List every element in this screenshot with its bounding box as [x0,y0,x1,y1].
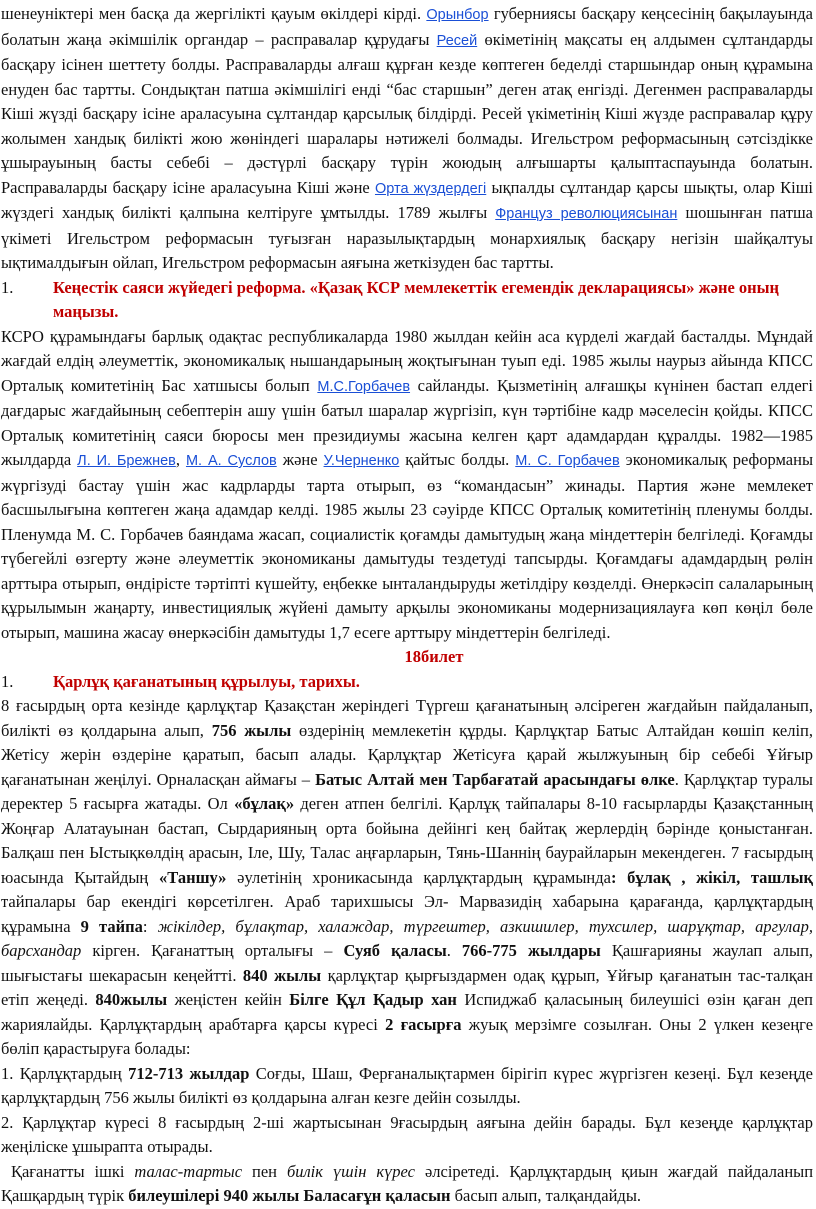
link-orta-zhuzdergi[interactable]: Орта жүздердегі [374,180,487,197]
link-chernenko[interactable]: У.Черненко [323,453,400,469]
link-brezhnev[interactable]: Л. И. Брежнев [77,453,176,469]
paragraph-period-1: 1. Қарлұқтардың 712-713 жылдар Соғды, Шаш, Ферғаналықтармен бірігіп күрес жүргізген кезеңі. Бұл кезеңде қарлұқтардың 756 жылы билікті өз қолдарына алған кезге дейін созылды. [1,1063,813,1107]
link-gorbachev-2[interactable]: М. С. Горбачев [515,453,620,469]
paragraph-ussr-reform: КСРО құрамындағы барлық одақтас республикаларда 1980 жылдан кейін аса күрделі жағдай басталды. Мұндай жағдай елдің әлеуметтік, экономикалық нышандарының жоқтығынан туып еді. 1985 жылы наурыз айында КПСС Орталық комитетінің Бас хатшысы болып М.С.Горбачев сайланды. Қызметінің алғашқы күнінен бастап елдегі дағдарыс жағдайының себептерін ашу үшін батыл шаралар жүргізіп, күн тәртібіне кадр мәселесін қойды. КПСС Орталық комитетінің саяси бюросы мен президиумы жасына келген қарт адамдардан құралды. 1982—1985 жылдарда Л. И. Брежнев, М. А. Суслов және У.Черненко қайтыс болды. М. С. Горбачев экономикалық реформаны жүргізуді бастау үшін жас кадрларды тарта отырып, өз “командасын” жинады. Партия және мемлекет басшылығына көптеген жаңа адамдар келді. 1985 жылы 23 сәуірде КПСС Орталық комитетінің пленумы болды. Пленумда М. С. Горбачев баяндама жасап, социалистік қоғамды дамытудың жаңа міндеттерін белгіледі. Қоғамды түбегейлі өзгерту және әлеуметтік экономиканы дамытуды тездетуді тапсырды. Қоғамдағы адамдардың рөлін арттыра отырып, өндірісте тәртіпті күшейту, еңбекке ынталандыруды жетілдіру көзделді. Өнеркәсіп салаларының құрылымын жаңарту, инвестициялық жүйені дамыту арқылы экономиканы модернизациялауға көп көңіл бөле отырып, машина жасау өнеркәсібін дамытуды 1,7 есеге арттыру міндеттерін белгіледі. [1,326,814,642]
link-french-revolution[interactable]: Француз революциясынан [495,206,678,222]
paragraph-period-2: 2. Қарлұқтар күресі 8 ғасырдың 2-ші жартысынан 9ғасырдың аяғына дейін барады. Бұл кезеңде қарлұқтар жеңіліске ұшырапта отырады. [1,1112,813,1156]
paragraph-decline: Қағанатты ішкі талас-тартыс пен билік үшін күрес әлсіретеді. Қарлұқтардың қиын жағдай пайдаланып Қашқардың түрік билеушілері 940 жылы Баласағұн қаласын басып алып, талқандайды. [1,1161,814,1205]
ticket-title: 18билет [404,647,464,666]
link-suslov[interactable]: М. А. Суслов [185,453,277,469]
heading-number: 1. [1,671,14,691]
heading-number: 1. [1,277,14,297]
link-orynbor[interactable]: Орынбор [426,7,489,23]
link-resei[interactable]: Ресей [436,32,478,49]
paragraph-karluk-history: 8 ғасырдың орта кезінде қарлұқтар Қазақстан жеріндегі Түргеш қағанатының әлсіреген жағдайын пайдаланып, билікті өз қолдарына алып, 756 жылы өздерінің мемлекетін құрды. Қарлұқтар Батыс Алтайдан көшіп келіп, Жетісу жерін өздеріне қаратып, басып алады. Қарлұқтар Жетісуға қарай жылжуының бір себебі Ұйғыр қағанатынан жеңілуі. Орналасқан аймағы – Батыс Алтай мен Тарбағатай арасындағы өлке. Қарлұқтар туралы деректер 5 ғасырға жатады. Ол «бұлақ» деген атпен белгілі. Қарлұқ тайпалары 8-10 ғасырларды Қазақстанның Жоңғар Алатауынан бастап, Сырдарияның орта бойына дейінгі кең байтақ жерлердің бәрінде қоныстанған. Балқаш пен Ыстықкөлдің арасын, Іле, Шу, Талас аңғарларын, Тянь-Шаннің баурайларын мекендеген. 7 ғасырдың юасында Қытайдың «Таншу» әулетінің хроникасында қарлұқтардың құрамында: бұлақ , жікіл, ташлық тайпалары бар екендігі көрсетілген. Араб тарихшысы Эл- Марвазидің хабарына қарағанда, қарлұқтардың құрамына 9 тайпа: жікілдер, бұлақтар, халаждар, түргештер, азкишилер, тухсилер, шарұқтар, аргулар, барсхандар кірген. Қағанаттың орталығы – Суяб қаласы. 766-775 жылдары Қашғарияны жаулап алып, шығыстағы шекарасын кеңейтті. 840 жылы қарлұқтар қырғыздармен одақ құрып, Ұйғыр қағанатын тас-талқан етіп жеңеді. 840жылы жеңістен кейін Білге Құл Қадыр хан Испиджаб қаласының билеушісі өзін қаған деп жариялайды. Қарлұқтардың арабтарға қарсы күресі 2 ғасырға жуық мерзімге созылған. Оны 2 үлкен кезеңге бөліп қарастыруға болады: [1,696,814,1058]
link-gorbachev[interactable]: М.С.Горбачев [317,378,411,395]
paragraph-raspravy: шенеуніктері мен басқа да жергілікті қауым өкілдері кірді. Орынбор губерниясы басқару кеңсесінің бақылауында болатын жаңа әкімшілік органдар – расправалар құрудағы Ресей өкіметінің мақсаты ең алдымен сұлтандарды басқару ісінен шеттету болды. Расправаларды алғаш құрған кезде көптеген беделді старшындар оның құрамына енуден бас тартты. Сондықтан патша әкімшілігі енді “бас старшын” деген атақ енгізді. Дегенмен расправаларды Кіші жүзді басқару ісіне араласуына сұлтандар қарсылық білдірді. Ресей үкіметінің Кіші жүзде расправалар құру жолымен хандық билікті жою жөніндегі шаралары нәтижелі болмады. Игельстром реформасының сәтсіздікке ұшырауының басты себебі – дәстүрлі басқару түрін жоюдың алғышарты қалыптаспауында болатын. Расправаларды басқару ісіне араласуына Кіші және Орта жүздердегі ықпалды сұлтандар қарсы шықты, олар Кіші жүздегі хандық билікті қалпына келтіруге ұмтылды. 1789 жылғы Француз революциясынан шошынған патша үкіметі Игельстром реформасын туғызған наразылықтардың монархиялық басқару негізін шайқалтуы ықтималдығын ойлап, Игельстром реформасын аяғына жеткізуден бас тартты. [1,4,814,272]
heading-text: Қарлұқ қағанатының құрылуы, тарихы. [53,671,360,691]
section-heading-reform [1,276,813,325]
heading-text: Кеңестік саяси жүйедегі реформа. «Қазақ КСР мемлекеттік егемендік декларациясы» және оның маңызы. [53,277,780,321]
section-heading-karluk [1,670,813,695]
